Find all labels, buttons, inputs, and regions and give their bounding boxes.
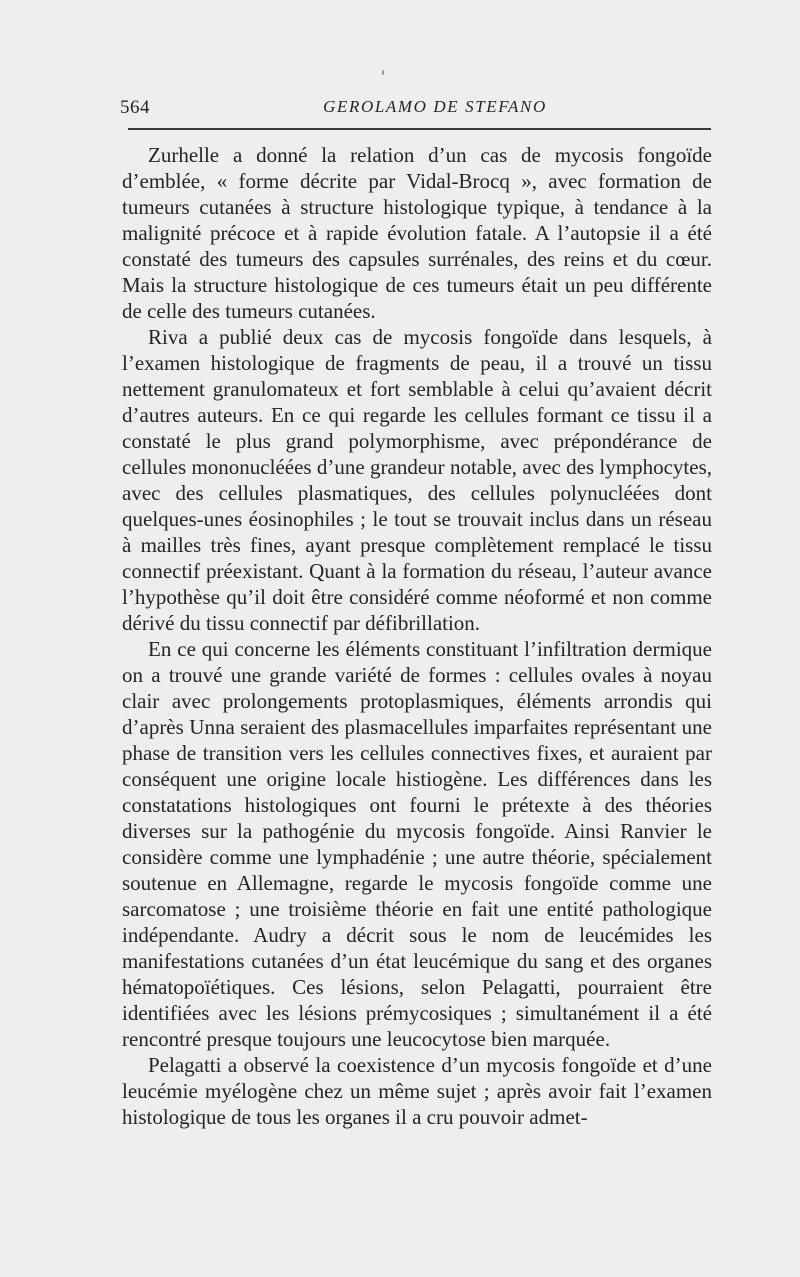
page-number: 564 [120, 97, 150, 118]
paragraph-infiltration: En ce qui concerne les éléments constituant l’infiltration dermique on a trouvé une grande variété de formes : cellules ovales à noyau clair avec prolongements protoplasmiques, éléments arrondis qui d’après Unna seraient des plasmacellules imparfaites représentant une phase de transition vers les cellules connectives fixes, et auraient par conséquent une origine locale histiogène. Les différences dans les constatations histologiques ont fourni le prétexte à des théories diverses sur la pathogénie du mycosis fongoïde. Ainsi Ranvier le considère comme une lymphadénie ; une autre théorie, spécialement soutenue en Allemagne, regarde le mycosis fongoïde comme une sarcomatose ; une troisième théorie en fait une entité pathologique indépendante. Audry a décrit sous le nom de leucémides les manifestations cutanées d’un état leucémique du sang et des organes hématopoïétiques. Ces lésions, selon Pelagatti, pourraient être identifiées avec les lésions prémycosiques ; simultanément il a été rencontré presque toujours une leucocytose bien marquée. [122, 637, 712, 1051]
paragraph-riva: Riva a publié deux cas de mycosis fongoïde dans lesquels, à l’examen histologique de fragments de peau, il a trouvé un tissu nettement granulomateux et fort semblable à celui qu’avaient décrit d’autres auteurs. En ce qui regarde les cellules formant ce tissu il a constaté le plus grand polymorphisme, avec prépondérance de cellules mononucléées d’une grandeur notable, avec des lymphocytes, avec des cellules plasmatiques, des cellules polynucléées dont quelques-unes éosinophiles ; le tout se trouvait inclus dans un réseau à mailles très fines, ayant presque complètement remplacé le tissu connectif préexistant. Quant à la formation du réseau, l’auteur avance l’hypothèse qu’il doit être considéré comme néoformé et non comme dérivé du tissu connectif par défibrillation. [122, 325, 712, 635]
paragraph-pelagatti: Pelagatti a observé la coexistence d’un mycosis fongoïde et d’une leucémie myélogène chez un même sujet ; après avoir fait l’examen histologique de tous les organes il a cru pouvoir admet- [122, 1053, 712, 1129]
print-speck [382, 70, 384, 75]
running-title: GEROLAMO DE STEFANO [323, 97, 547, 116]
header-rule [128, 128, 711, 130]
body-text [122, 142, 712, 1130]
page-header [120, 97, 710, 121]
paragraph-zurhelle: Zurhelle a donné la relation d’un cas de mycosis fongoïde d’emblée, « forme décrite par Vidal-Brocq », avec formation de tumeurs cutanées à structure histologique typique, à tendance à la malignité précoce et à rapide évolution fatale. A l’autopsie il a été constaté des tumeurs des capsules surrénales, des reins et du cœur. Mais la structure histologique de ces tumeurs était un peu différente de celle des tumeurs cutanées. [122, 143, 712, 323]
